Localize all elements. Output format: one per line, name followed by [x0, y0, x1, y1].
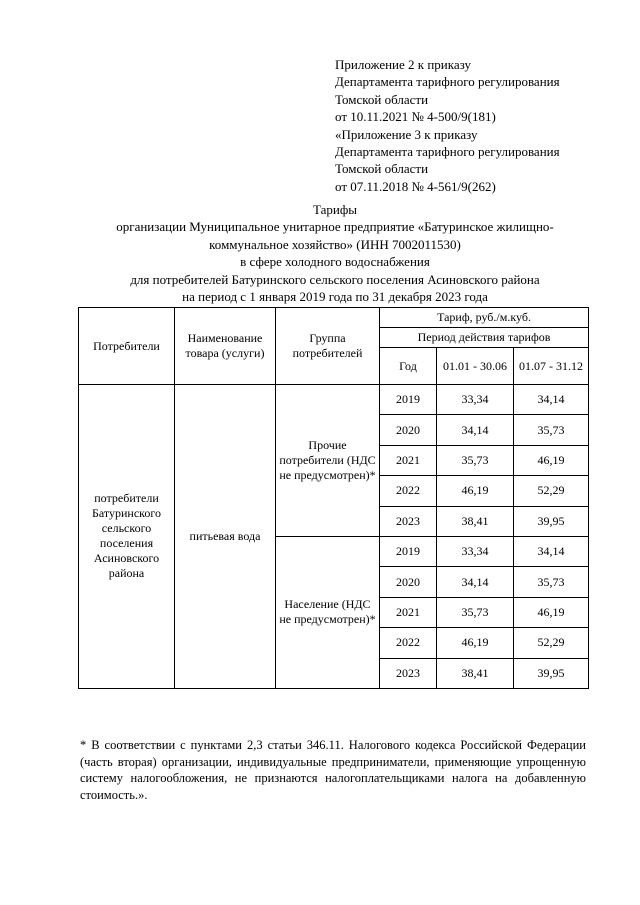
header-consumers: Потребители — [79, 308, 175, 385]
consumer-cell: потребители Батуринского сельского поселения Асиновского района — [79, 385, 175, 689]
tariff-h1-cell: 35,73 — [437, 445, 514, 475]
tariff-h2-cell: 35,73 — [514, 567, 589, 597]
year-cell: 2023 — [380, 506, 437, 536]
appendix-reference — [335, 56, 625, 195]
header-half1: 01.01 - 30.06 — [437, 348, 514, 385]
year-cell: 2023 — [380, 658, 437, 688]
title-line: организации Муниципальное унитарное предприятие «Батуринское жилищно- — [116, 219, 554, 235]
year-cell: 2021 — [380, 445, 437, 475]
title-line: Тарифы — [312, 202, 357, 217]
tariff-h1-cell: 46,19 — [437, 628, 514, 658]
year-cell: 2022 — [380, 476, 437, 506]
title-line: в сфере холодного водоснабжения — [240, 254, 430, 270]
footnote: * В соответствии с пунктами 2,3 статьи 346.11. Налогового кодекса Российской Федерации (часть вторая) организации, индивидуальные предприниматели, применяющие упрощенную систему налогообложения, не признаются налогоплательщиками налога на добавленную стоимость.». — [80, 738, 586, 802]
year-cell: 2021 — [380, 597, 437, 627]
appendix-line: от 07.11.2018 № 4-561/9(262) — [335, 178, 496, 194]
table-row — [79, 385, 589, 415]
tariff-h1-cell: 38,41 — [437, 658, 514, 688]
tariff-h2-cell: 46,19 — [514, 597, 589, 627]
header-group: Группа потребителей — [276, 308, 380, 385]
header-year: Год — [380, 348, 437, 385]
header-period: Период действия тарифов — [380, 328, 589, 348]
header-tariff: Тариф, руб./м.куб. — [380, 308, 589, 328]
title-line: на период с 1 января 2019 года по 31 декабря 2023 года — [182, 289, 488, 305]
tariff-h1-cell: 34,14 — [437, 415, 514, 445]
tariff-h2-cell: 34,14 — [514, 385, 589, 415]
tariff-h2-cell: 34,14 — [514, 536, 589, 566]
tariff-h1-cell: 33,34 — [437, 536, 514, 566]
appendix-line: Томской области — [335, 91, 429, 107]
year-cell: 2022 — [380, 628, 437, 658]
appendix-line: Приложение 2 к приказу — [335, 57, 472, 72]
product-cell: питьевая вода — [175, 385, 276, 689]
group-cell: Прочие потребители (НДС не предусмотрен)* — [276, 385, 380, 537]
title-line: для потребителей Батуринского сельского поселения Асиновского района — [130, 271, 540, 287]
tariff-table — [78, 307, 589, 689]
tariff-h1-cell: 35,73 — [437, 597, 514, 627]
year-cell: 2020 — [380, 567, 437, 597]
appendix-line: Департамента тарифного регулирования — [335, 144, 560, 160]
tariff-h2-cell: 52,29 — [514, 628, 589, 658]
appendix-line: от 10.11.2021 № 4-500/9(181) — [335, 109, 496, 125]
appendix-line: «Приложение 3 к приказу — [335, 126, 478, 142]
tariff-h2-cell: 39,95 — [514, 658, 589, 688]
tariff-h1-cell: 33,34 — [437, 385, 514, 415]
tariff-h1-cell: 34,14 — [437, 567, 514, 597]
title-line: коммунальное хозяйство» (ИНН 7002011530) — [209, 236, 461, 252]
group-cell: Население (НДС не предусмотрен)* — [276, 536, 380, 688]
appendix-line: Департамента тарифного регулирования — [335, 74, 560, 90]
tariff-h2-cell: 39,95 — [514, 506, 589, 536]
year-cell: 2019 — [380, 536, 437, 566]
document-title — [60, 201, 610, 305]
appendix-line: Томской области — [335, 161, 429, 177]
year-cell: 2019 — [380, 385, 437, 415]
header-half2: 01.07 - 31.12 — [514, 348, 589, 385]
year-cell: 2020 — [380, 415, 437, 445]
tariff-h1-cell: 46,19 — [437, 476, 514, 506]
tariff-h2-cell: 52,29 — [514, 476, 589, 506]
tariff-h2-cell: 46,19 — [514, 445, 589, 475]
tariff-h1-cell: 38,41 — [437, 506, 514, 536]
tariff-h2-cell: 35,73 — [514, 415, 589, 445]
header-product: Наименование товара (услуги) — [175, 308, 276, 385]
